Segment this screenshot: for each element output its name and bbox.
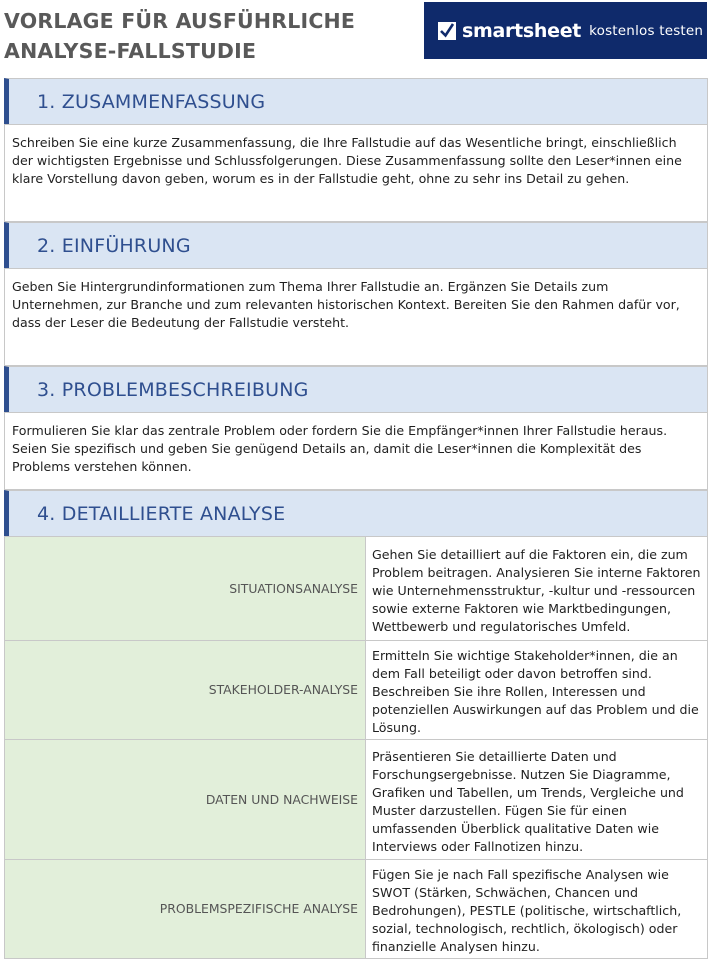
row-label-data: DATEN UND NACHWEISE [5, 740, 366, 860]
table-row [5, 641, 708, 740]
row-text-stakeholder: Ermitteln Sie wichtige Stakeholder*innen, die an dem Fall beteiligt oder davon betroffen sind. Beschreiben Sie ihre Rollen, Interessen und potenziellen Auswirkungen auf das Problem und die Lösung. [366, 641, 708, 740]
title-line-1: VORLAGE FÜR AUSFÜHRLICHE [4, 9, 356, 33]
document-body [4, 78, 708, 959]
smartsheet-banner[interactable] [424, 2, 707, 59]
row-text-data: Präsentieren Sie detaillierte Daten und Forschungsergebnisse. Nutzen Sie Diagramme, Grafiken und Tabellen, um Trends, Vergleiche und Muster darzustellen. Fügen Sie für einen umfassenden Überblick qualitative Daten wie Interviews oder Fallnotizen hinzu. [366, 740, 708, 860]
row-label-problem-specific: PROBLEMSPEZIFISCHE ANALYSE [5, 860, 366, 959]
section-heading-analysis: 4. DETAILLIERTE ANALYSE [4, 490, 708, 536]
document-title [4, 6, 414, 66]
section-body-problem: Formulieren Sie klar das zentrale Problem oder fordern Sie die Empfänger*innen Ihrer Fallstudie heraus. Seien Sie spezifisch und geben Sie genügend Details an, damit die Leser*innen die Komplexität des Problems verstehen können. [4, 412, 708, 490]
table-row [5, 740, 708, 860]
row-label-stakeholder: STAKEHOLDER-ANALYSE [5, 641, 366, 740]
title-line-2: ANALYSE-FALLSTUDIE [4, 39, 257, 63]
checkmark-icon [438, 22, 456, 40]
table-row [5, 537, 708, 641]
row-text-situation: Gehen Sie detailliert auf die Faktoren ein, die zum Problem beitragen. Analysieren Sie interne Faktoren wie Unternehmensstruktur, -kultur und -ressourcen sowie externe Faktoren wie Marktbedingungen, Wettbewerb und regulatorisches Umfeld. [366, 537, 708, 641]
row-label-situation: SITUATIONSANALYSE [5, 537, 366, 641]
section-body-introduction: Geben Sie Hintergrundinformationen zum Thema Ihrer Fallstudie an. Ergänzen Sie Details zum Unternehmen, zur Branche und zum relevanten historischen Kontext. Bereiten Sie den Rahmen dafür vor, dass der Leser die Bedeutung der Fallstudie versteht. [4, 268, 708, 366]
section-heading-introduction: 2. EINFÜHRUNG [4, 222, 708, 268]
table-row [5, 860, 708, 959]
row-text-problem-specific: Fügen Sie je nach Fall spezifische Analysen wie SWOT (Stärken, Schwächen, Chancen und Bedrohungen), PESTLE (politische, wirtschaftlich, sozial, technologisch, rechtlich, ökologisch) oder finanzielle Analysen hinzu. [366, 860, 708, 959]
free-trial-link[interactable]: kostenlos testen [589, 22, 704, 39]
section-heading-summary: 1. ZUSAMMENFASSUNG [4, 78, 708, 124]
section-body-summary: Schreiben Sie eine kurze Zusammenfassung, die Ihre Fallstudie auf das Wesentliche bringt, einschließlich der wichtigsten Ergebnisse und Schlussfolgerungen. Diese Zusammenfassung sollte den Leser*innen eine klare Vorstellung davon geben, worum es in der Fallstudie geht, ohne zu sehr ins Detail zu gehen. [4, 124, 708, 222]
analysis-table [4, 536, 708, 959]
section-heading-problem: 3. PROBLEMBESCHREIBUNG [4, 366, 708, 412]
brand-logo-text: smartsheet [462, 19, 582, 42]
